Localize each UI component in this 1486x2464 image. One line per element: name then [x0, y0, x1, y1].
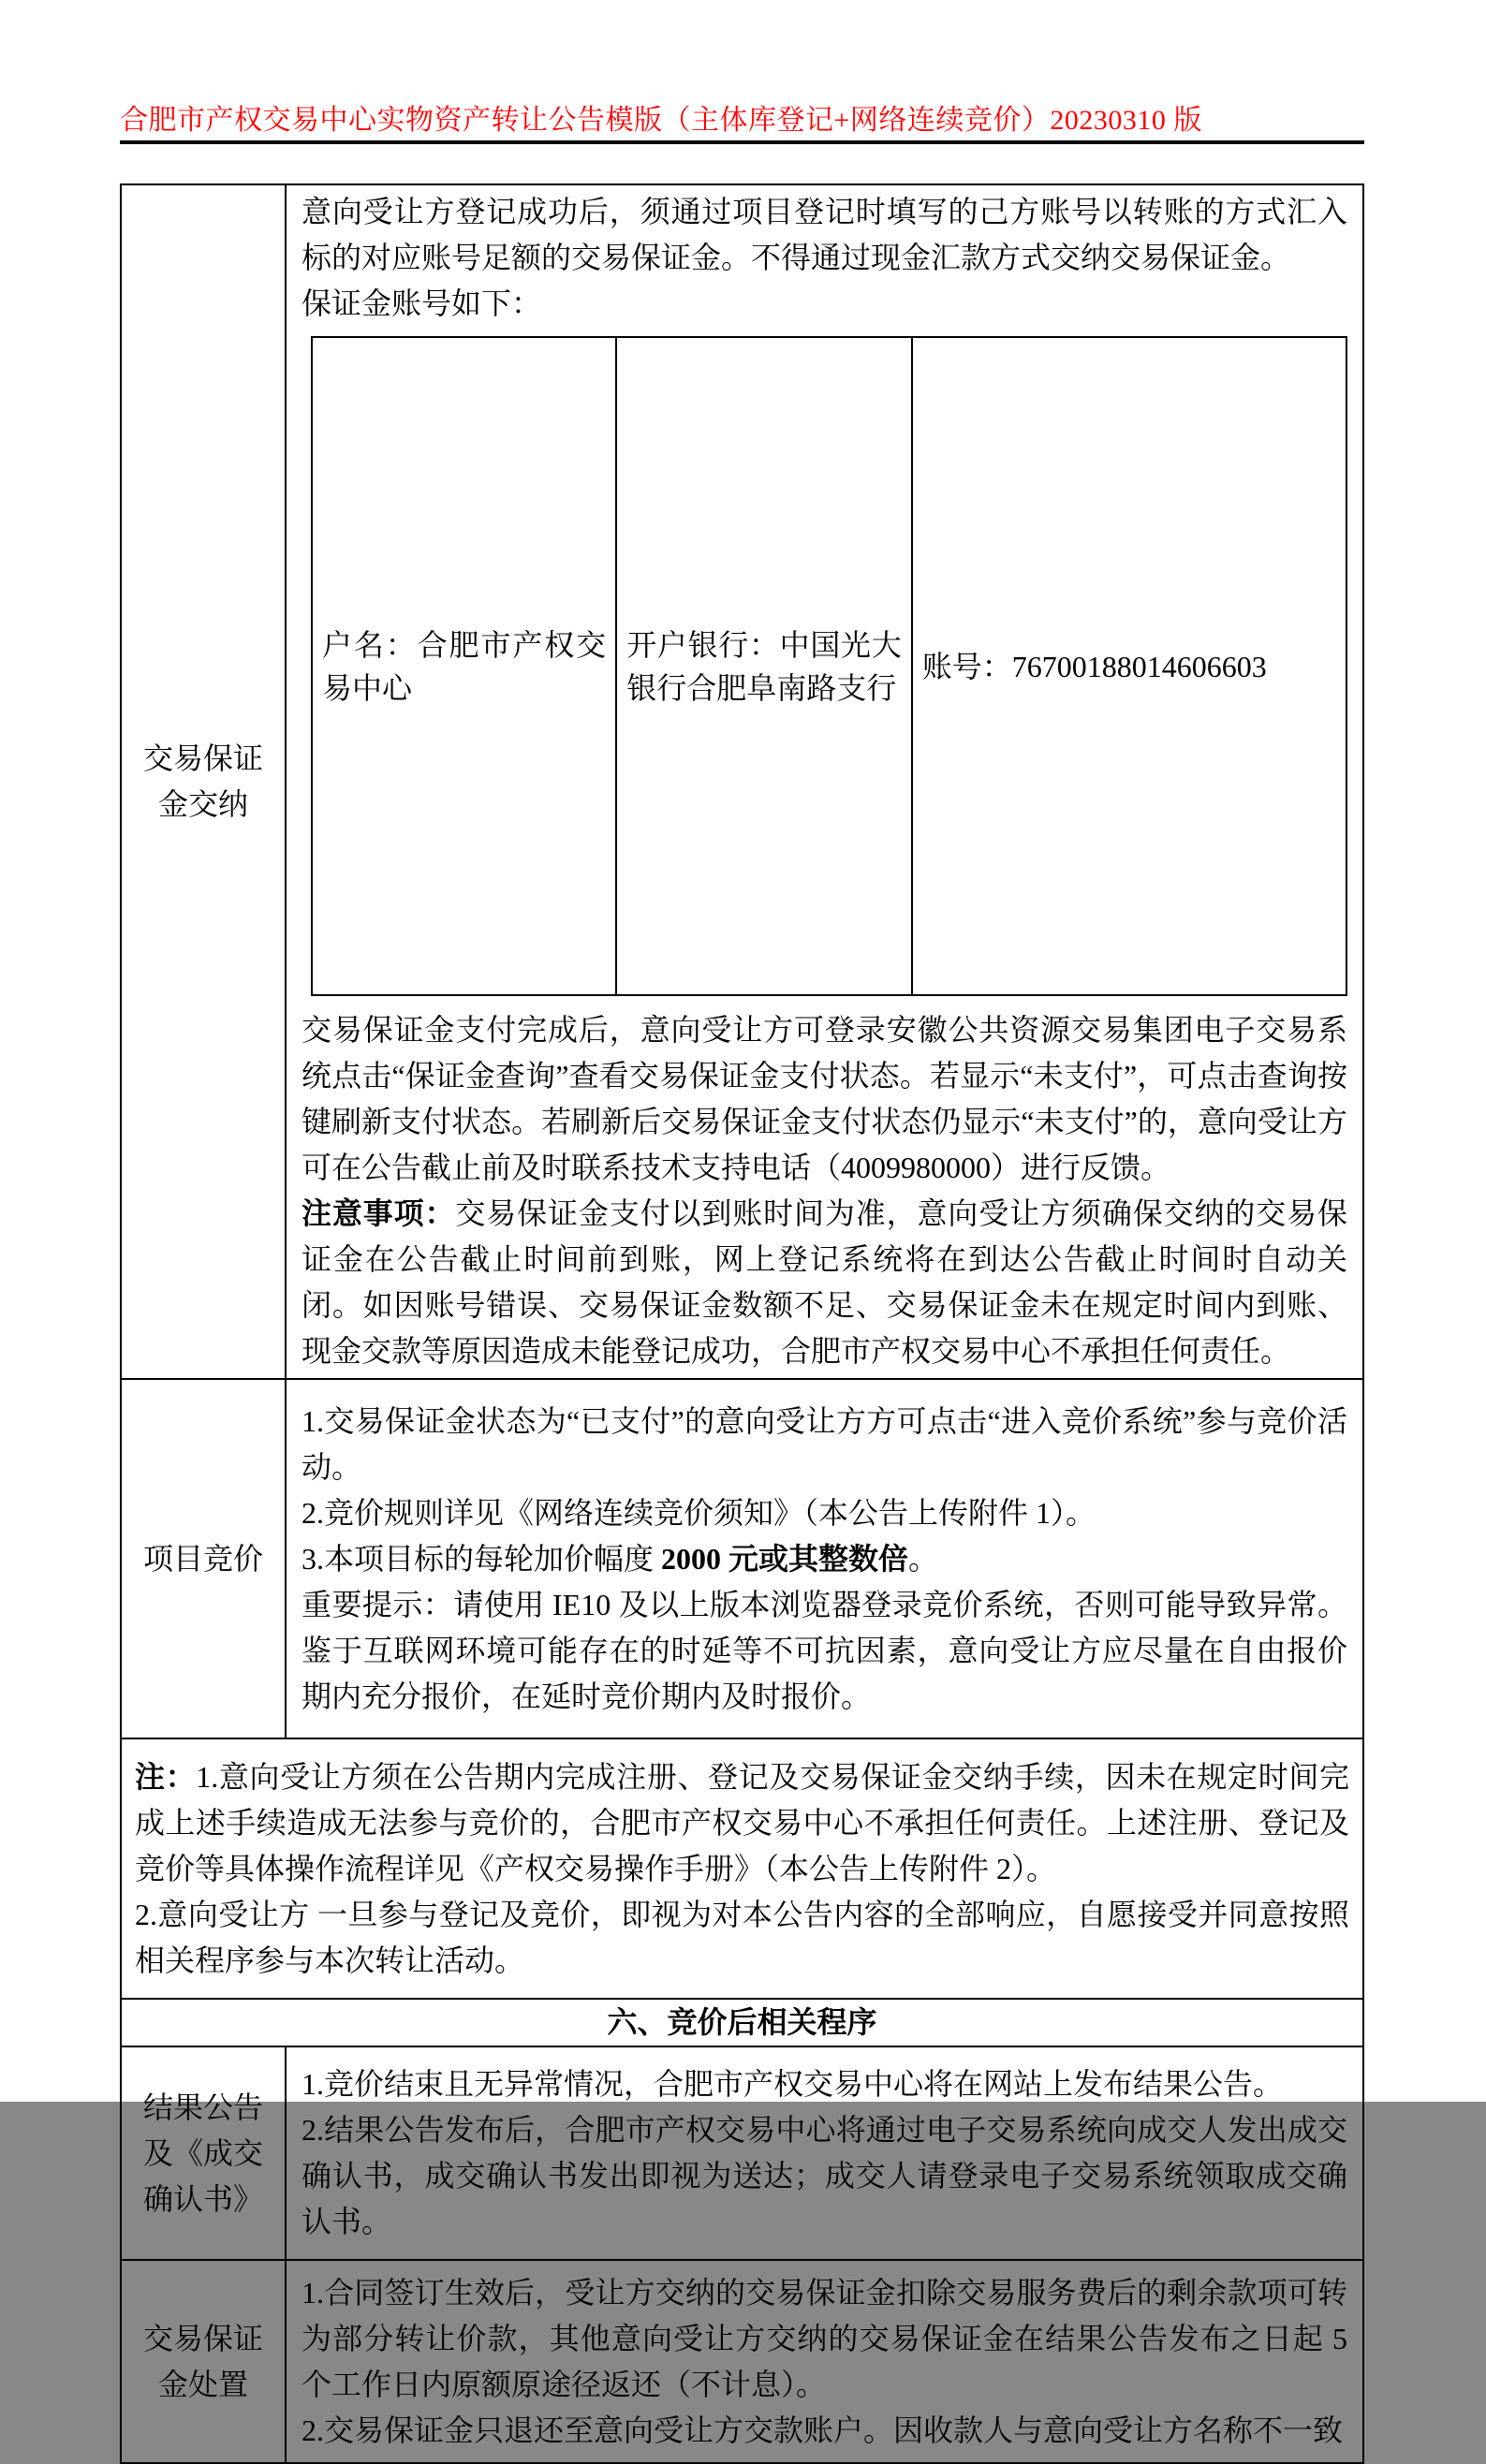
- row-project-bidding: [121, 1379, 1363, 1738]
- result-item-2: 2.结果公告发布后，合肥市产权交易中心将通过电子交易系统向成交人发出成交确认书，成交确认书发出即视为送达；成交人请登录电子交易系统领取成交确认书。: [302, 2113, 1347, 2238]
- deposit-intro-paragraph: 意向受让方登记成功后，须通过项目登记时填写的己方账号以转账的方式汇入标的对应账号足额的交易保证金。不得通过现金汇款方式交纳交易保证金。: [302, 195, 1347, 274]
- project-bidding-label: [121, 1379, 286, 1738]
- deposit-disposal-label: [121, 2260, 286, 2463]
- deposit-account-lead-in: 保证金账号如下：: [302, 286, 542, 320]
- document-header-title: 合肥市产权交易中心实物资产转让公告模版（主体库登记+网络连续竞价）20230310 版: [120, 105, 1202, 136]
- disposal-item-2: 2.交易保证金只退还至意向受让方交款账户。因收款人与意向受让方名称不一致: [302, 2413, 1344, 2447]
- result-announcement-content: [286, 2046, 1363, 2260]
- notice-bold-label: 注意事项：: [302, 1196, 456, 1230]
- bank-account-table: [311, 336, 1347, 996]
- note-paragraph-2: 2.意向受让方 一旦参与登记及竞价，即视为对本公告内容的全部响应，自愿接受并同意按照相关程序参与本次转让活动。: [135, 1897, 1349, 1977]
- label-line: 确认书》: [142, 2181, 263, 2216]
- section-header-title: 六、竞价后相关程序: [121, 1999, 1363, 2046]
- result-announcement-label: [121, 2046, 286, 2260]
- deposit-payment-label: [121, 184, 286, 1379]
- bidding-item-3: [302, 1536, 1347, 1582]
- bidding-item-1: 1.交易保证金状态为“已支付”的意向受让方方可点击“进入竞价系统”参与竞价活动。: [302, 1403, 1347, 1484]
- bank-account-name-cell: 户名：合肥市产权交易中心: [312, 337, 616, 995]
- bank-account-number-cell: 账号：76700188014606603: [912, 337, 1346, 995]
- label-line: 金交纳: [157, 787, 248, 821]
- note-paragraph-1: [135, 1754, 1349, 1892]
- header-rule: [120, 140, 1364, 144]
- label-line: 结果公告: [142, 2090, 263, 2124]
- label-line: 交易保证: [142, 741, 263, 775]
- notice-text: 交易保证金支付以到账时间为准，意向受让方须确保交纳的交易保证金在公告截止时间前到账，网上登记系统将在到达公告截止时间时自动关闭。如因账号错误、交易保证金数额不足、交易保证金未在规定时间内到账、现金交款等原因造成未能登记成功，合肥市产权交易中心不承担任何责任。: [302, 1196, 1347, 1368]
- note-content: [121, 1738, 1363, 1999]
- deposit-payment-content: [286, 184, 1363, 1379]
- row-note: [121, 1738, 1363, 1999]
- row-deposit-disposal: [121, 2260, 1363, 2463]
- bank-account-row: [312, 337, 1346, 995]
- bidding-important-tip: 重要提示：请使用 IE10 及以上版本浏览器登录竞价系统，否则可能导致异常。鉴于互联网环境可能存在的时延等不可抗因素，意向受让方应尽量在自由报价期内充分报价，在延时竞价期内及时报价。: [302, 1587, 1347, 1713]
- bidding-item-3-prefix: 3.本项目标的每轮加价幅度: [302, 1541, 662, 1576]
- row-deposit-payment: [121, 184, 1363, 1379]
- deposit-status-paragraph: 交易保证金支付完成后，意向受让方可登录安徽公共资源交易集团电子交易系统点击“保证金查询”查看交易保证金支付状态。若显示“未支付”，可点击查询按键刷新支付状态。若刷新后交易保证金支付状态仍显示“未支付”的，意向受让方可在公告截止前及时联系技术支持电话（4009980000）进行反馈。: [302, 1013, 1347, 1184]
- note-bold-label: 注：: [135, 1759, 197, 1794]
- project-bidding-content: [286, 1379, 1363, 1738]
- bidding-increment-bold: 2000 元或其整数倍: [661, 1541, 909, 1576]
- label-line: 及《成交: [142, 2135, 263, 2170]
- label-line: 项目竞价: [142, 1541, 263, 1576]
- row-section-header: [121, 1999, 1363, 2046]
- disposal-item-1: 1.合同签订生效后，受让方交纳的交易保证金扣除交易服务费后的剩余款项可转为部分转让价款，其他意向受让方交纳的交易保证金在结果公告发布之日起 5 个工作日内原额原途径返还（不计息）。: [302, 2275, 1347, 2401]
- deposit-disposal-content: [286, 2260, 1363, 2463]
- announcement-table: [120, 183, 1364, 2464]
- bidding-item-2: 2.竞价规则详见《网络连续竞价须知》（本公告上传附件 1）。: [302, 1495, 1096, 1530]
- note-text-1: 1.意向受让方须在公告期内完成注册、登记及交易保证金交纳手续，因未在规定时间完成上述手续造成无法参与竞价的，合肥市产权交易中心不承担任何责任。上述注册、登记及竞价等具体操作流程详见《产权交易操作手册》（本公告上传附件 2）。: [135, 1759, 1349, 1885]
- row-result-announcement: [121, 2046, 1363, 2260]
- result-item-1: 1.竞价结束且无异常情况，合肥市产权交易中心将在网站上发布结果公告。: [302, 2067, 1284, 2101]
- label-line: 金处置: [157, 2367, 248, 2401]
- bank-branch-cell: 开户银行：中国光大银行合肥阜南路支行: [616, 337, 912, 995]
- deposit-notice-paragraph: [302, 1191, 1347, 1374]
- bidding-item-3-suffix: 。: [908, 1541, 939, 1576]
- label-line: 交易保证: [142, 2321, 263, 2355]
